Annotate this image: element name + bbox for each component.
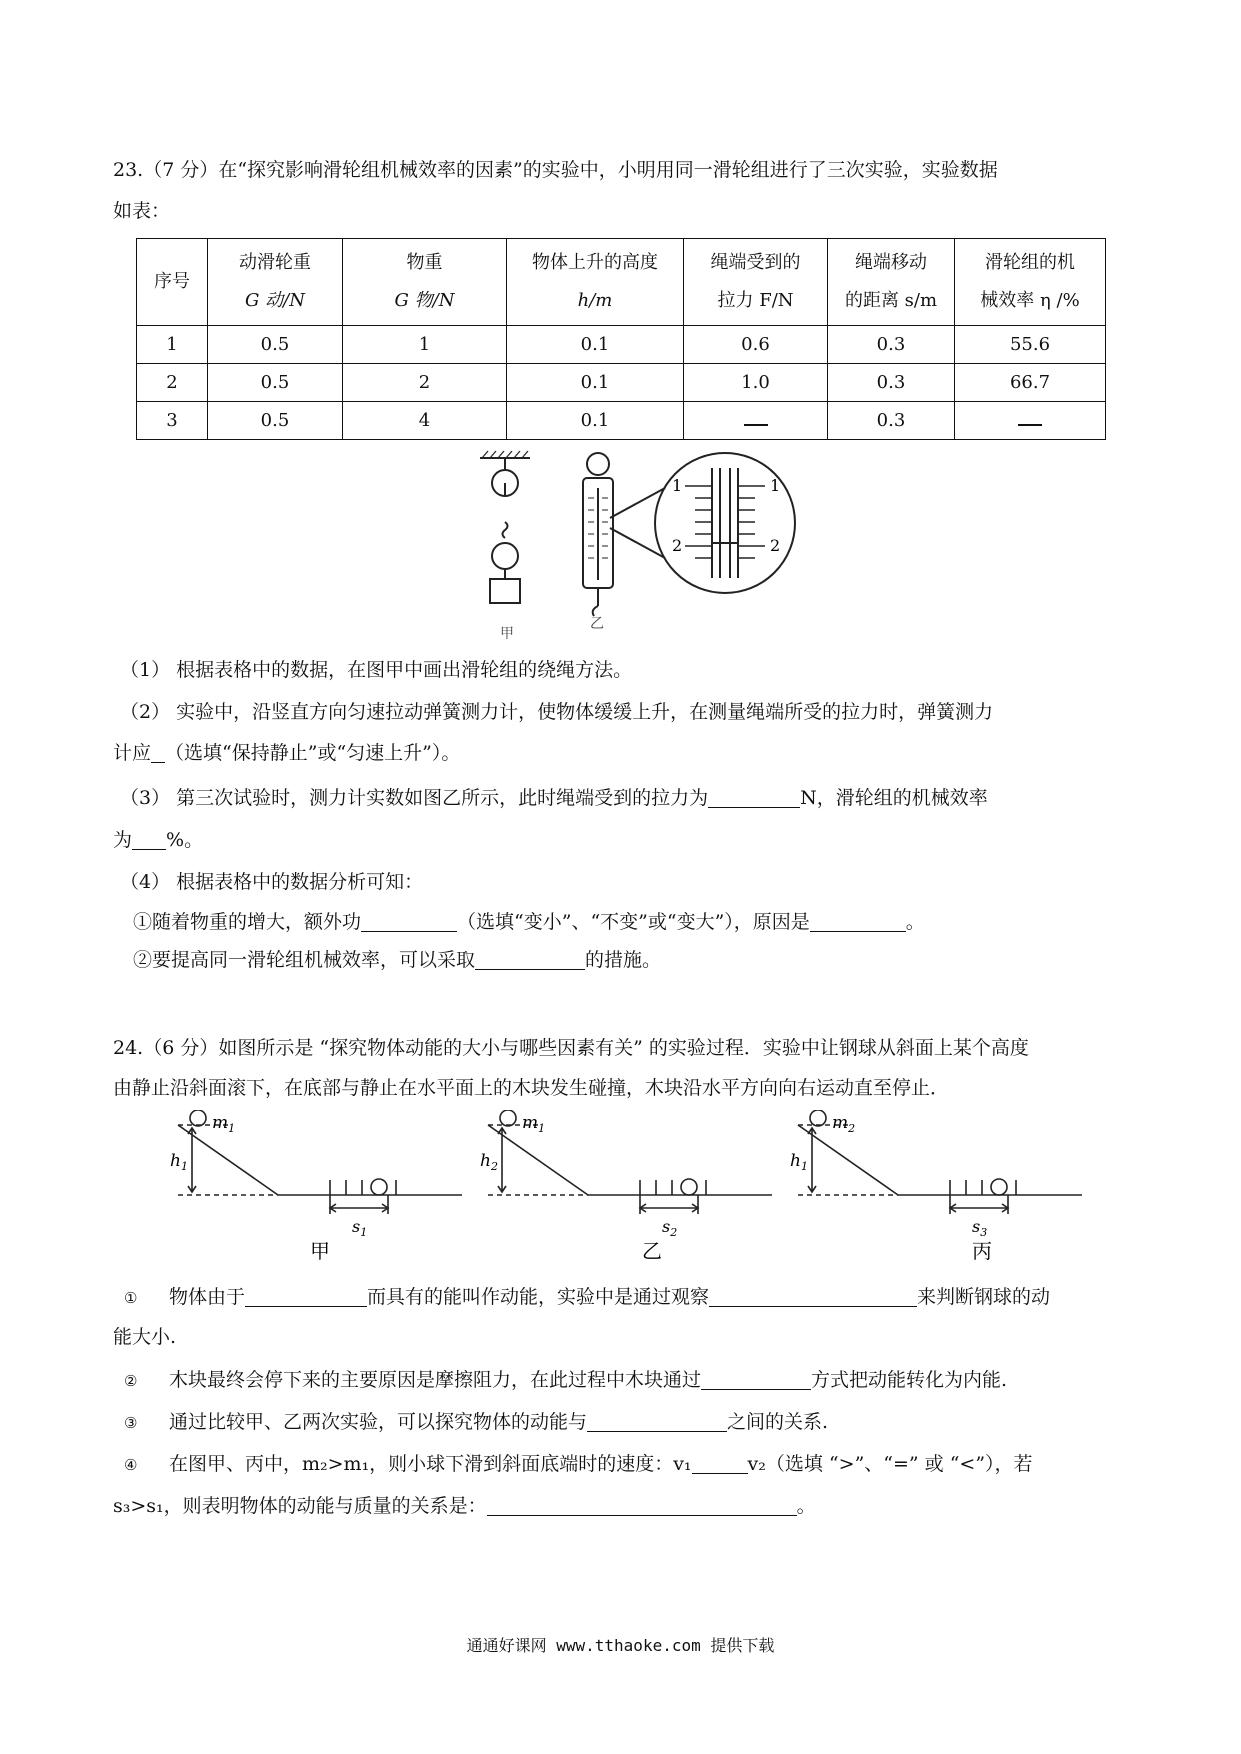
text: ②要提高同一滑轮组机械效率，可以采取 bbox=[133, 949, 476, 971]
table-cell: 2 bbox=[343, 364, 507, 402]
text: （选填“保持静止”或“匀速上升”）。 bbox=[165, 742, 461, 764]
q23-part4-item2 bbox=[133, 946, 661, 974]
table-cell: 0.5 bbox=[208, 364, 343, 402]
item-number: ① bbox=[124, 1289, 138, 1307]
table-cell: 66.7 bbox=[955, 364, 1106, 402]
text: 来判断钢球的动 bbox=[917, 1286, 1051, 1308]
item-number: ③ bbox=[124, 1414, 138, 1432]
table-cell: 0.1 bbox=[507, 402, 684, 440]
answer-dash bbox=[744, 412, 768, 426]
pulley-figure-jia bbox=[480, 451, 530, 603]
q23-part3-line2 bbox=[113, 826, 203, 854]
label-yi: 乙 bbox=[590, 616, 604, 632]
figure-label-jia: 甲 bbox=[310, 1239, 330, 1260]
text: ①随着物重的增大，额外功 bbox=[133, 911, 362, 933]
text: 。 bbox=[796, 1495, 816, 1517]
answer-dash bbox=[1018, 412, 1042, 426]
text: 通过比较甲、乙两次实验，可以探究物体的动能与 bbox=[169, 1411, 588, 1433]
item-number: ④ bbox=[124, 1456, 138, 1474]
table-cell: 0.1 bbox=[507, 326, 684, 364]
q23-part4-item1 bbox=[133, 908, 925, 936]
table-header-row bbox=[137, 239, 1106, 326]
table-header-cell: 物体上升的高度 h/m bbox=[507, 239, 684, 326]
table-row bbox=[137, 364, 1106, 402]
scale-label-left-1: 1 bbox=[672, 476, 683, 495]
table-cell: 2 bbox=[137, 364, 208, 402]
answer-blank[interactable] bbox=[708, 787, 800, 808]
q24-figures bbox=[150, 1110, 1130, 1260]
q23-intro-line2: 如表： bbox=[113, 200, 171, 222]
q24-item1-line2: 能大小. bbox=[113, 1326, 177, 1348]
answer-blank[interactable] bbox=[132, 829, 166, 850]
text: %。 bbox=[166, 829, 204, 851]
table-cell-blank bbox=[684, 402, 828, 440]
text: 为 bbox=[113, 829, 133, 851]
item-number: ② bbox=[124, 1372, 138, 1390]
answer-blank[interactable] bbox=[487, 1495, 797, 1516]
page-footer: 通通好课网 www.tthaoke.com 提供下载 bbox=[466, 1636, 775, 1655]
table-cell: 3 bbox=[137, 402, 208, 440]
table-header-cell: 绳端受到的 拉力 F/N bbox=[684, 239, 828, 326]
table-row bbox=[137, 326, 1106, 364]
text: 的措施。 bbox=[585, 949, 662, 971]
answer-blank[interactable] bbox=[692, 1453, 748, 1474]
text: 而具有的能叫作动能，实验中是通过观察 bbox=[367, 1286, 710, 1308]
text: （3） 第三次试验时，测力计实数如图乙所示，此时绳端受到的拉力为 bbox=[120, 787, 709, 809]
answer-blank[interactable] bbox=[709, 1286, 917, 1307]
table-cell: 4 bbox=[343, 402, 507, 440]
text: （选填“变小”、“不变”或“变大”），原因是 bbox=[457, 911, 810, 933]
text: 物体由于 bbox=[169, 1286, 246, 1308]
mass-label: $m_1$ bbox=[522, 1113, 546, 1135]
height-label: $h_1$ bbox=[790, 1151, 808, 1173]
q23-part1: （1） 根据表格中的数据，在图甲中画出滑轮组的绕绳方法。 bbox=[120, 659, 633, 681]
figure-label-bing: 丙 bbox=[972, 1239, 992, 1260]
mass-label: $m_1$ bbox=[212, 1113, 236, 1135]
q24-item1-line1 bbox=[124, 1283, 1050, 1312]
mass-label: $m_2$ bbox=[832, 1113, 856, 1135]
table-cell: 0.3 bbox=[828, 364, 955, 402]
distance-label: $s_3$ bbox=[972, 1217, 988, 1239]
distance-label: $s_1$ bbox=[352, 1217, 368, 1239]
q23-part4: （4） 根据表格中的数据分析可知： bbox=[120, 871, 424, 893]
text: 方式把动能转化为内能. bbox=[811, 1369, 1008, 1391]
text: s₃>s₁，则表明物体的动能与质量的关系是： bbox=[113, 1495, 487, 1517]
q23-figure bbox=[450, 448, 830, 648]
table-cell: 1 bbox=[343, 326, 507, 364]
q24-intro-line2: 由静止沿斜面滚下，在底部与静止在水平面上的木块发生碰撞，木块沿水平方向向右运动直至停止． bbox=[113, 1077, 950, 1099]
table-cell: 1 bbox=[137, 326, 208, 364]
table-cell: 0.5 bbox=[208, 326, 343, 364]
table-header-cell: 物重 G 物/N bbox=[343, 239, 507, 326]
q24-item2 bbox=[124, 1366, 1007, 1395]
scale-label-right-1: 1 bbox=[770, 476, 781, 495]
label-jia: 甲 bbox=[500, 626, 514, 642]
q24-item4-line2 bbox=[113, 1492, 816, 1520]
table-header-cell: 滑轮组的机 械效率 η /% bbox=[955, 239, 1106, 326]
table-cell: 55.6 bbox=[955, 326, 1106, 364]
spring-scale-figure-yi bbox=[583, 453, 795, 616]
answer-blank[interactable] bbox=[151, 742, 165, 763]
table-header-cell: 绳端移动 的距离 s/m bbox=[828, 239, 955, 326]
table-cell: 0.5 bbox=[208, 402, 343, 440]
q24-item4-line1 bbox=[124, 1450, 1033, 1479]
table-row bbox=[137, 402, 1106, 440]
table-cell: 0.6 bbox=[684, 326, 828, 364]
scale-label-left-2: 2 bbox=[672, 536, 683, 555]
answer-blank[interactable] bbox=[587, 1411, 727, 1432]
table-cell: 0.1 bbox=[507, 364, 684, 402]
table-cell: 1.0 bbox=[684, 364, 828, 402]
q23-part2-line2 bbox=[113, 739, 460, 767]
q24-item3 bbox=[124, 1408, 828, 1437]
answer-blank[interactable] bbox=[245, 1286, 367, 1307]
scale-label-right-2: 2 bbox=[770, 536, 781, 555]
q23-part2-line1: （2） 实验中，沿竖直方向匀速拉动弹簧测力计，使物体缓缓上升，在测量绳端所受的拉力时，弹簧测力 bbox=[120, 701, 994, 723]
text: 在图甲、丙中，m₂>m₁，则小球下滑到斜面底端时的速度：v₁ bbox=[169, 1453, 692, 1475]
height-label: $h_1$ bbox=[170, 1151, 188, 1173]
text: N，滑轮组的机械效率 bbox=[800, 787, 988, 809]
q23-intro-line1: 23.（7 分）在“探究影响滑轮组机械效率的因素”的实验中，小明用同一滑轮组进行了三次实验，实验数据 bbox=[113, 159, 998, 181]
answer-blank[interactable] bbox=[475, 949, 585, 970]
q23-part3-line1 bbox=[120, 784, 988, 812]
answer-blank[interactable] bbox=[361, 911, 457, 932]
distance-label: $s_2$ bbox=[662, 1217, 678, 1239]
table-cell-blank bbox=[955, 402, 1106, 440]
text: 。 bbox=[905, 911, 925, 933]
text: 之间的关系. bbox=[727, 1411, 829, 1433]
text: 计应 bbox=[113, 742, 152, 764]
height-label: $h_2$ bbox=[480, 1151, 498, 1173]
answer-blank[interactable] bbox=[810, 911, 906, 932]
table-header-cell: 动滑轮重 G 动/N bbox=[208, 239, 343, 326]
text: 木块最终会停下来的主要原因是摩擦阻力，在此过程中木块通过 bbox=[169, 1369, 702, 1391]
text: v₂（选填 “>”、“=” 或 “<”），若 bbox=[747, 1453, 1033, 1475]
table-cell: 0.3 bbox=[828, 326, 955, 364]
table-header-cell: 序号 bbox=[137, 239, 208, 326]
answer-blank[interactable] bbox=[701, 1369, 811, 1390]
figure-label-yi: 乙 bbox=[642, 1239, 662, 1260]
q24-intro-line1: 24.（6 分）如图所示是 “探究物体动能的大小与哪些因素有关” 的实验过程．实验中让钢球从斜面上某个高度 bbox=[113, 1037, 1029, 1059]
table-cell: 0.3 bbox=[828, 402, 955, 440]
q23-data-table bbox=[136, 238, 1106, 440]
